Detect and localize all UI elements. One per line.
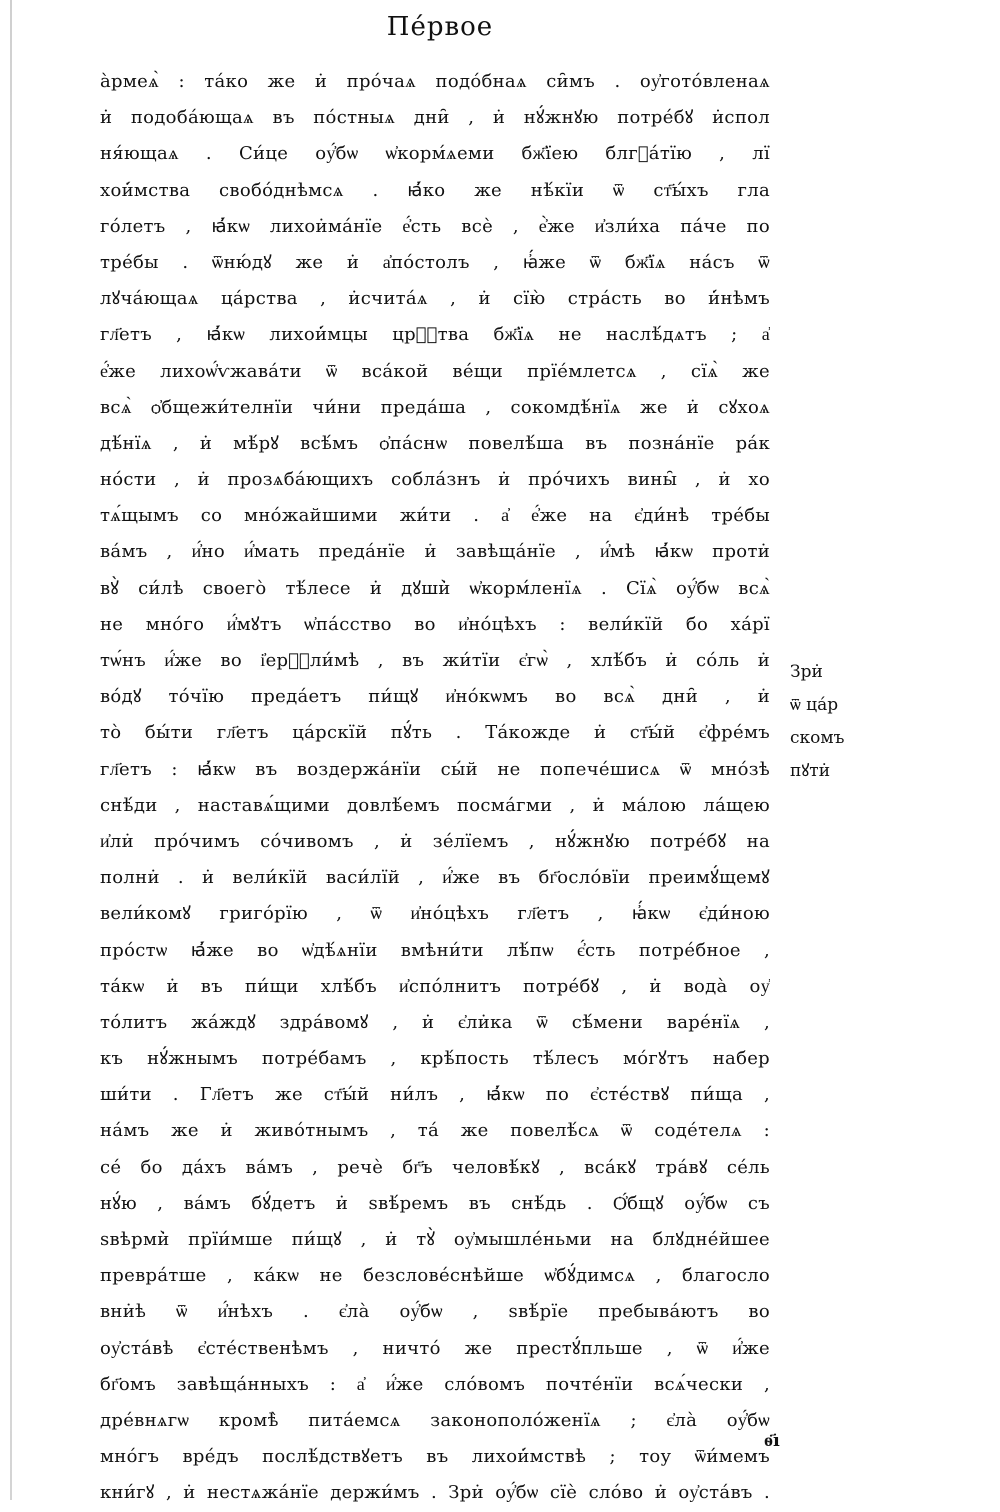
text-line: лꙋча́ющаѧ ца́рства , и̇счита́ѧ , и̇ сїю̀ стра́сть во и̇́нѣмъ (100, 288, 770, 310)
main-text-block (100, 64, 770, 1512)
margin-note-line: скомъ (790, 728, 845, 748)
text-line: ва́мъ , и҆́но и҆́мать преда́нїе и̇ завѣща́нїе , и҆́мѣ ꙗ҆́кѡ проти̇ (100, 541, 770, 563)
text-line: хои̇́мства свобо́днѣмсѧ . ꙗ҆́ко же нѣ́кїи ѿ ст҃ы́хъ гла (100, 179, 770, 201)
text-line: бг҃омъ завѣща́нныхъ : а҆ и҆́же сло́вомъ почте́нїи всѧ́чески , (100, 1373, 770, 1395)
text-line: тѡ́нъ и҆́же во і҆ерⷭ҇ли́мѣ , въ жи́тїи є҆гѡ̀ , хлѣ́бъ и̇ со́ль и̇ (100, 650, 770, 671)
text-line: нꙋ́ю , ва́мъ бꙋ́детъ и̇ ѕвѣ́ремъ въ снѣ́дь . Ѻ҆́бщꙋ оу҆́бѡ съ (100, 1192, 770, 1214)
text-line: тре́бы . ѿню́дꙋ же и̇ а҆по́столъ , ꙗ҆́же ѿ бж҃їѧ на́съ ѿ (100, 251, 770, 273)
text-line: полни̇ . и̇ вели́кїй васи́лїй , и҆́же въ бг҃осло́вїи преимꙋ́щемꙋ (100, 867, 770, 889)
text-line: на́мъ же и̇ живо́тнымъ , та́ же повелѣ́сѧ ѿ соде́телѧ : (100, 1120, 770, 1142)
text-line: и̇ подоба́ющаѧ въ по́стныѧ дни̑ , и̇ нꙋ́жнꙋю потре́бꙋ и̇спол (100, 107, 770, 129)
margin-note-line: пꙋти̇ (790, 761, 831, 781)
text-line: то́литъ жа́ждꙋ здра́вомꙋ , и̇ є҆ли̇ка ѿ сѣ́мени варе́нїѧ , (100, 1011, 770, 1033)
text-line: къ нꙋ́жнымъ потре́бамъ , крѣ́пость тѣ́лесъ мо́гꙋтъ набер (100, 1048, 770, 1070)
text-line: оу҆ста́вѣ є҆сте́ственѣмъ , ничто́ же престꙋ́пльше , ѿ и҆́же (100, 1337, 770, 1359)
text-line: гл҃етъ , ꙗ҆́кѡ лихои̇́мцы црⷭ҇тва бж҃їѧ не наслѣ́дѧтъ ; а҆ (100, 324, 770, 346)
margin-note (790, 656, 870, 788)
text-line: не мно́го и҆́мꙋтъ ѡ҆па́сство во и҆но́цѣхъ : вели́кїй бо ха́рї (100, 613, 770, 635)
text-line: во́дꙋ то́чїю преда́етъ пи́щꙋ и҆но́кѡмъ во всѧ̀ дни̑ , и̇ (100, 686, 770, 708)
text-line: гл҃етъ : ꙗ҆́кѡ въ воздержа́нїи сы́й не попече́шисѧ ѿ мно́зѣ (100, 758, 770, 780)
text-line: се́ бо да́хъ ва́мъ , речѐ бг҃ъ человѣ́кꙋ , вса́кꙋ тра́вꙋ се́ль (100, 1156, 770, 1178)
text-line: ня́ющаѧ . Си́це оу҆́бѡ ѡ҆корм́ѧеми бж҃їею блгⷣа́тїю , лї (100, 143, 770, 165)
text-line: всѧ̀ ѻ҆бщежи́телнїи чи́ни преда́ша , сокомдѣ́нїѧ же и̇ сꙋхоѧ (100, 396, 770, 418)
text-line: а̀рмеѧ̀ : та́ко же и̇ про́чаѧ подо́бнаѧ си̑мъ . оу҆гото́вленаѧ (100, 71, 770, 92)
page-number: ѳ҃ı (764, 1430, 780, 1451)
text-line: и҆ли̇ про́чимъ со́чивомъ , и̇ зе́лїемъ , нꙋ́жнꙋю потре́бꙋ на (100, 830, 770, 852)
text-line: е҆́же лихоѡ҆́ѵжава́ти ѿ вса́кой ве́щи прїе́млетсѧ , сїѧ̀ же (100, 360, 770, 382)
text-line: про́стѡ ꙗ҆́же во ѡ҆дѣ́ѧнїи вмѣни́ти лѣ́пѡ є҆́сть потре́бное , (100, 939, 770, 961)
text-line: вꙋ̀ си́лѣ своего̀ тѣ́лесе и̇ дꙋши̇̀ ѡ҆корм́ленїѧ . Сїѧ̀ оу҆́бѡ всѧ̀ (100, 577, 770, 599)
text-line: кни́гꙋ , и̇ нестѧжа́нїе держи́мъ . Зри̇ оу҆́бѡ сїѐ сло́во и̇ оу҆ста́въ . (100, 1482, 770, 1504)
text-line: го́летъ , ꙗ҆́кѡ лихои̇ма́нїе е҆́сть всѐ , е҆̀же и҆зли́ха па́че по (100, 215, 770, 237)
margin-note-line: ѿ ца́р (790, 695, 839, 715)
text-line: ѕвѣрми̇̀ прїи́мше пи́щꙋ , и̇ тꙋ̀ оу҆мышле́ньми на блꙋдне́йшее (100, 1229, 770, 1250)
text-line: та́кѡ и̇ въ пи́щи хлѣ́бъ и҆спо́лнитъ потре́бꙋ , и̇ вода̀ оу҆ (100, 975, 770, 997)
text-line: снѣ́ди , наставѧ́щими довлѣ́емъ посма́гми , и̇ ма́лою ла́щею (100, 794, 770, 816)
page-edge-shadow (10, 0, 12, 1500)
text-line: вели́комꙋ григо́рїю , ѿ и҆но́цѣхъ гл҃етъ , ꙗ҆́кѡ є҆ди́ною (100, 903, 770, 925)
text-line: дре́внѧгѡ кромѣ̀ пита́емсѧ законополо́женїѧ ; є҆ла̀ оу҆́бѡ (100, 1409, 770, 1431)
margin-note-line: Зри̇ (790, 662, 823, 682)
text-line: то̀ бы́ти гл҃етъ ца́рскїй пꙋ́ть . Та́кожде и̇ ст҃ы́й є҆фре́мъ (100, 722, 770, 744)
text-line: мно́гъ вре́дъ послѣ́дствꙋетъ въ лихои̇́мствѣ ; тоу ѿи́мемъ (100, 1446, 770, 1468)
text-line: вни̇ѣ ѿ и҆́нѣхъ . є҆ла̀ оу҆́бѡ , ѕвѣ́рїе пребыва́ютъ во (100, 1301, 770, 1323)
running-head: Пе́рвое (386, 12, 494, 42)
text-line: тѧ́щымъ со мно́жайшими жи́ти . а҆ е҆́же на є҆ди́нѣ тре́бы (100, 505, 770, 527)
text-line: дѣ́нїѧ , и̇ мѣ́рꙋ всѣ́мъ ѻ҆па́снѡ повелѣ́ша въ позна́нїе ра́к (100, 432, 770, 454)
text-line: превра́тше , ка́кѡ не безслове́снѣйше ѡ҆бꙋ́димсѧ , благосло (100, 1265, 770, 1287)
text-line: ши́ти . Гл҃етъ же ст҃ы́й ни́лъ , ꙗ҆́кѡ по є҆сте́ствꙋ пи́ща , (100, 1084, 770, 1106)
text-line: но́сти , и̇ прозѧба́ющихъ собла́знъ и̇ про́чихъ вины̑ , и̇ хо (100, 469, 770, 491)
